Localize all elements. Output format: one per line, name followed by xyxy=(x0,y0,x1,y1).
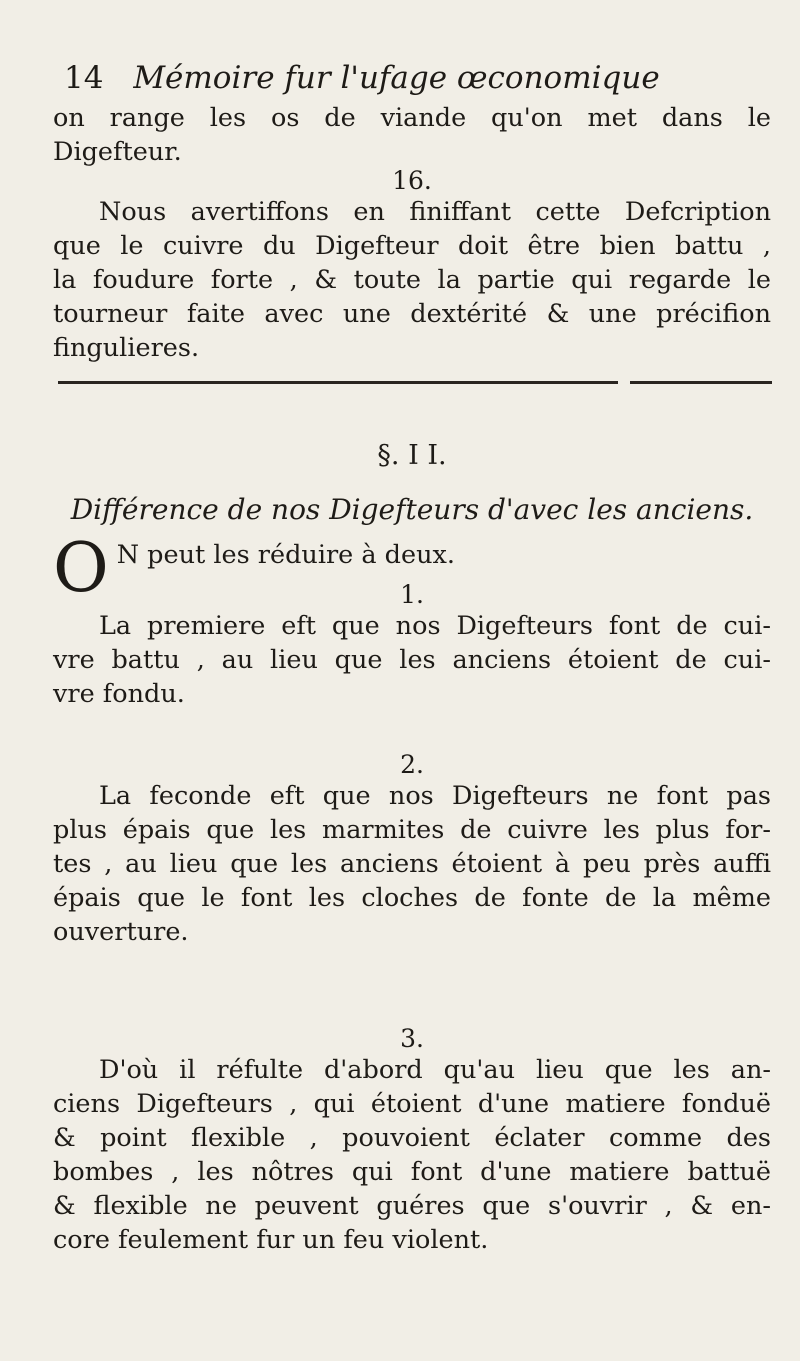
text-line: & flexible ne peuvent guéres que s'ouvrir , & en- xyxy=(53,1191,771,1221)
text-line: Nous avertiffons en finiffant cette Defcription xyxy=(99,197,771,227)
text-line: D'où il réfulte d'abord qu'au lieu que les an- xyxy=(99,1055,771,1085)
point-1 xyxy=(53,580,771,711)
section-divider xyxy=(58,381,618,384)
text-line: plus épais que les marmites de cuivre les plus for- xyxy=(53,815,771,845)
text-line: La premiere eft que nos Digefteurs font de cui- xyxy=(99,611,771,641)
text-line: tourneur faite avec une dextérité & une précifion xyxy=(53,299,771,329)
section-2-header xyxy=(53,440,771,471)
text-line: que le cuivre du Digefteur doit être bien battu , xyxy=(53,231,771,261)
section-16 xyxy=(53,166,771,365)
text-line: épais que le font les cloches de fonte de la même xyxy=(53,883,771,913)
text-line: on range les os de viande qu'on met dans le xyxy=(53,103,771,133)
text-line: fingulieres. xyxy=(53,333,200,363)
text-line: & point flexible , pouvoient éclater comme des xyxy=(53,1123,771,1153)
drop-cap: O xyxy=(53,529,109,608)
text-line: Digefteur. xyxy=(53,137,182,167)
section-2-title-block xyxy=(53,492,771,528)
section-divider xyxy=(630,381,772,384)
running-title: Mémoire fur l'ufage œconomique xyxy=(133,60,660,96)
text-line: vre battu , au lieu que les anciens étoient de cui- xyxy=(53,645,771,675)
paragraph-continuation xyxy=(53,101,771,169)
text-line: core feulement fur un feu violent. xyxy=(53,1225,489,1255)
text-line: N peut les réduire à deux. xyxy=(116,540,455,570)
section-marker: §. I I. xyxy=(377,440,447,471)
point-number: 3. xyxy=(400,1024,424,1053)
point-2 xyxy=(53,750,771,949)
text-line: tes , au lieu que les anciens étoient à peu près auffi xyxy=(53,849,771,879)
text-line: bombes , les nôtres qui font d'une matiere battuë xyxy=(53,1157,771,1187)
point-number: 1. xyxy=(400,580,424,609)
page-number: 14 xyxy=(64,60,104,96)
section-title: Différence de nos Digefteurs d'avec les anciens. xyxy=(70,493,754,526)
text-line: La feconde eft que nos Digefteurs ne font pas xyxy=(99,781,771,811)
point-3 xyxy=(53,1024,771,1257)
text-line: vre fondu. xyxy=(53,679,185,709)
point-number: 2. xyxy=(400,750,424,779)
text-line: ouverture. xyxy=(53,917,189,947)
section-number: 16. xyxy=(392,166,432,195)
running-header xyxy=(64,60,660,96)
text-line: la foudure forte , & toute la partie qui regarde le xyxy=(53,265,771,295)
text-line: ciens Digefteurs , qui étoient d'une matiere fonduë xyxy=(53,1089,771,1119)
